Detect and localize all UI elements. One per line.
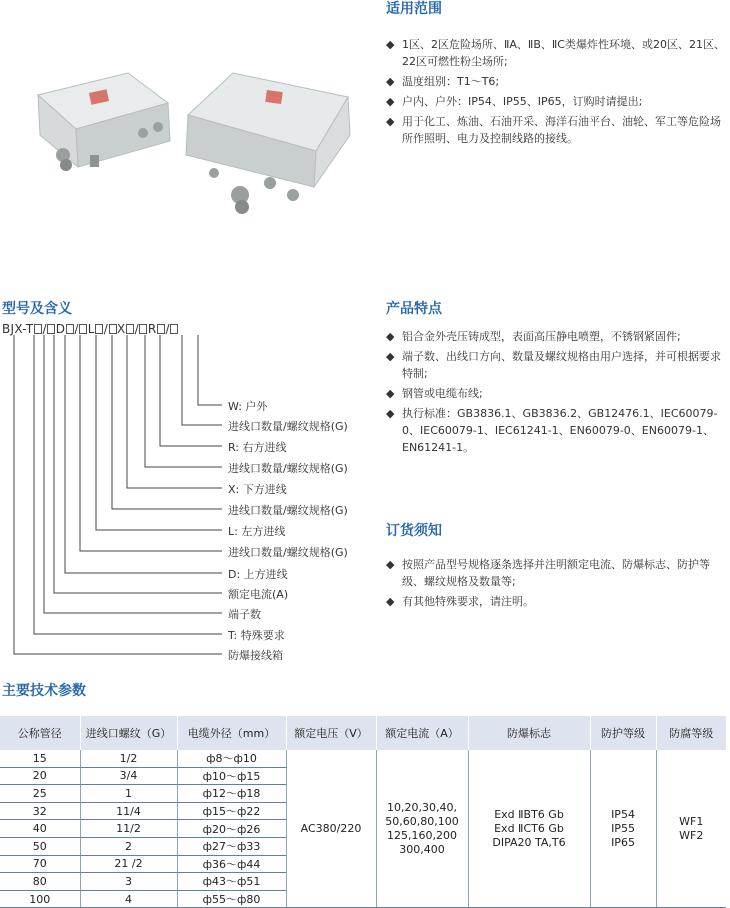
- code-placeholder-box: [109, 324, 117, 334]
- model-code: [2, 322, 179, 336]
- diamond-bullet-icon: ◆: [386, 330, 395, 343]
- list-item: ◆ 用于化工、炼油、石油开采、海洋石油平台、油轮、军工等危险场所作照明、电力及控制线路的接线。: [386, 115, 721, 145]
- cell-thread: 21 /2: [80, 855, 177, 873]
- cell-pipe-size: 50: [0, 837, 80, 855]
- cell-cable-diameter: ф8～ф10: [177, 750, 286, 767]
- diamond-bullet-icon: ◆: [386, 350, 395, 363]
- column-header: 进线口螺纹（G）: [80, 716, 177, 750]
- cell-cable-diameter: ф27～ф33: [177, 837, 286, 855]
- ordering-list: [386, 556, 726, 613]
- legend-special: T: 特殊要求: [228, 629, 285, 642]
- ordering-heading: 订货须知: [386, 523, 442, 539]
- model-heading: 型号及含义: [2, 301, 72, 317]
- legend-outdoor: W: 户外: [228, 400, 268, 413]
- code-placeholder-box: [47, 324, 55, 334]
- junction-box-small-icon: [38, 73, 170, 171]
- cell-cable-diameter: ф12～ф18: [177, 785, 286, 803]
- column-header: 电缆外径（mm）: [177, 716, 286, 750]
- cell-pipe-size: 32: [0, 802, 80, 820]
- diamond-bullet-icon: ◆: [386, 75, 395, 88]
- cell-voltage: AC380/220: [286, 750, 376, 908]
- legend-terminals: 端子数: [228, 608, 261, 621]
- scope-heading: 适用范围: [386, 1, 442, 17]
- list-item: ◆ 有其他特殊要求，请注明。: [386, 595, 534, 608]
- code-segment: /: [42, 322, 47, 336]
- cell-cable-diameter: ф20～ф26: [177, 820, 286, 838]
- code-segment: X: [117, 322, 126, 336]
- legend-bottom-entry: X: 下方进线: [228, 483, 287, 496]
- diamond-bullet-icon: ◆: [386, 38, 395, 51]
- code-segment: /: [103, 322, 109, 336]
- column-header: 防腐等级: [656, 716, 726, 750]
- diamond-bullet-icon: ◆: [386, 95, 395, 108]
- product-photo: [18, 55, 358, 230]
- cell-pipe-size: 80: [0, 873, 80, 891]
- diamond-bullet-icon: ◆: [386, 595, 395, 608]
- cell-cable-diameter: ф43～ф51: [177, 873, 286, 891]
- cell-thread: 1/2: [80, 750, 177, 767]
- table-row: [0, 750, 726, 767]
- scope-list: [386, 36, 726, 150]
- legend-thread-spec: 进线口数量/螺纹规格(G): [228, 420, 348, 433]
- cell-thread: 11/4: [80, 802, 177, 820]
- cell-thread: 2: [80, 837, 177, 855]
- model-connector-lines: [0, 335, 240, 665]
- cell-cable-diameter: ф10～ф15: [177, 767, 286, 785]
- legend-box: 防爆接线箱: [228, 649, 283, 662]
- legend-thread-spec: 进线口数量/螺纹规格(G): [228, 462, 348, 475]
- list-item: ◆ 执行标准：GB3836.1、GB3836.2、GB12476.1、IEC60079-0、IEC60079-1、IEC61241-1、EN60079-0、EN60079-1、EN61241-1。: [386, 407, 718, 454]
- list-item: ◆ 端子数、出线口方向、数量及螺纹规格由用户选择，并可根据要求特制;: [386, 350, 721, 380]
- cell-pipe-size: 70: [0, 855, 80, 873]
- cell-thread: 3: [80, 873, 177, 891]
- code-placeholder-box: [126, 324, 134, 334]
- cell-protection: IP54 IP55 IP65: [590, 750, 656, 908]
- list-item: ◆ 温度组别：T1～T6;: [386, 75, 500, 88]
- cell-cable-diameter: ф36～ф44: [177, 855, 286, 873]
- code-placeholder-box: [95, 324, 103, 334]
- cell-pipe-size: 100: [0, 890, 80, 908]
- legend-left-entry: L: 左方进线: [228, 525, 286, 538]
- code-placeholder-box: [139, 324, 147, 334]
- cell-thread: 4: [80, 890, 177, 908]
- diamond-bullet-icon: ◆: [386, 558, 395, 571]
- code-segment: D: [55, 322, 66, 336]
- list-item: ◆ 按照产品型号规格逐条选择并注明额定电流、防爆标志、防护等级、螺纹规格及数量等;: [386, 558, 710, 588]
- cell-thread: 3/4: [80, 767, 177, 785]
- cell-ex-mark: Exd ⅡBT6 Gb Exd ⅡCT6 Gb DIPA20 TA,T6: [468, 750, 590, 908]
- cell-cable-diameter: ф55～ф80: [177, 890, 286, 908]
- column-header: 公称管径: [0, 716, 80, 750]
- list-item: ◆ 户内、户外：IP54、IP55、IP65，订购时请提出;: [386, 95, 643, 108]
- cell-pipe-size: 40: [0, 820, 80, 838]
- code-placeholder-box: [79, 324, 87, 334]
- legend-thread-spec: 进线口数量/螺纹规格(G): [228, 546, 348, 559]
- column-header: 防爆标志: [468, 716, 590, 750]
- list-item: ◆ 铝合金外壳压铸成型，表面高压静电喷塑，不锈钢紧固件;: [386, 330, 681, 343]
- cell-pipe-size: 25: [0, 785, 80, 803]
- code-segment: /: [74, 322, 79, 336]
- code-segment: /: [165, 322, 170, 336]
- column-header: 防护等级: [590, 716, 656, 750]
- diamond-bullet-icon: ◆: [386, 407, 395, 420]
- code-placeholder-box: [157, 324, 165, 334]
- diamond-bullet-icon: ◆: [386, 115, 395, 128]
- features-list: [386, 328, 728, 459]
- code-placeholder-box: [170, 324, 178, 334]
- legend-top-entry: D: 上方进线: [228, 568, 288, 581]
- cell-pipe-size: 20: [0, 767, 80, 785]
- code-segment: /: [134, 322, 139, 336]
- cell-thread: 11/2: [80, 820, 177, 838]
- legend-right-entry: R: 右方进线: [228, 441, 287, 454]
- cell-pipe-size: 15: [0, 750, 80, 767]
- column-header: 额定电流（A）: [376, 716, 468, 750]
- code-placeholder-box: [66, 324, 74, 334]
- diamond-bullet-icon: ◆: [386, 387, 395, 400]
- code-segment: BJX-T: [2, 322, 34, 336]
- features-heading: 产品特点: [386, 301, 442, 317]
- code-placeholder-box: [34, 324, 42, 334]
- cell-current: 10,20,30,40, 50,60,80,100 125,160,200 300,400: [376, 750, 468, 908]
- column-header: 额定电压（V）: [286, 716, 376, 750]
- table-header-row: [0, 716, 726, 750]
- specs-table: [0, 716, 726, 908]
- specs-heading: 主要技术参数: [2, 683, 86, 699]
- legend-rated-current: 额定电流(A): [228, 588, 289, 601]
- code-segment: L: [87, 322, 95, 336]
- cell-thread: 1: [80, 785, 177, 803]
- legend-thread-spec: 进线口数量/螺纹规格(G): [228, 504, 348, 517]
- cell-cable-diameter: ф15～ф22: [177, 802, 286, 820]
- code-segment: R: [147, 322, 157, 336]
- junction-box-large-icon: [186, 73, 350, 214]
- list-item: ◆ 1区、2区危险场所、ⅡA、ⅡB、ⅡC类爆炸性环境、或20区、21区、22区可燃性粉尘场所;: [386, 38, 725, 68]
- cell-corrosion: WF1 WF2: [656, 750, 726, 908]
- list-item: ◆ 钢管或电缆布线;: [386, 387, 483, 400]
